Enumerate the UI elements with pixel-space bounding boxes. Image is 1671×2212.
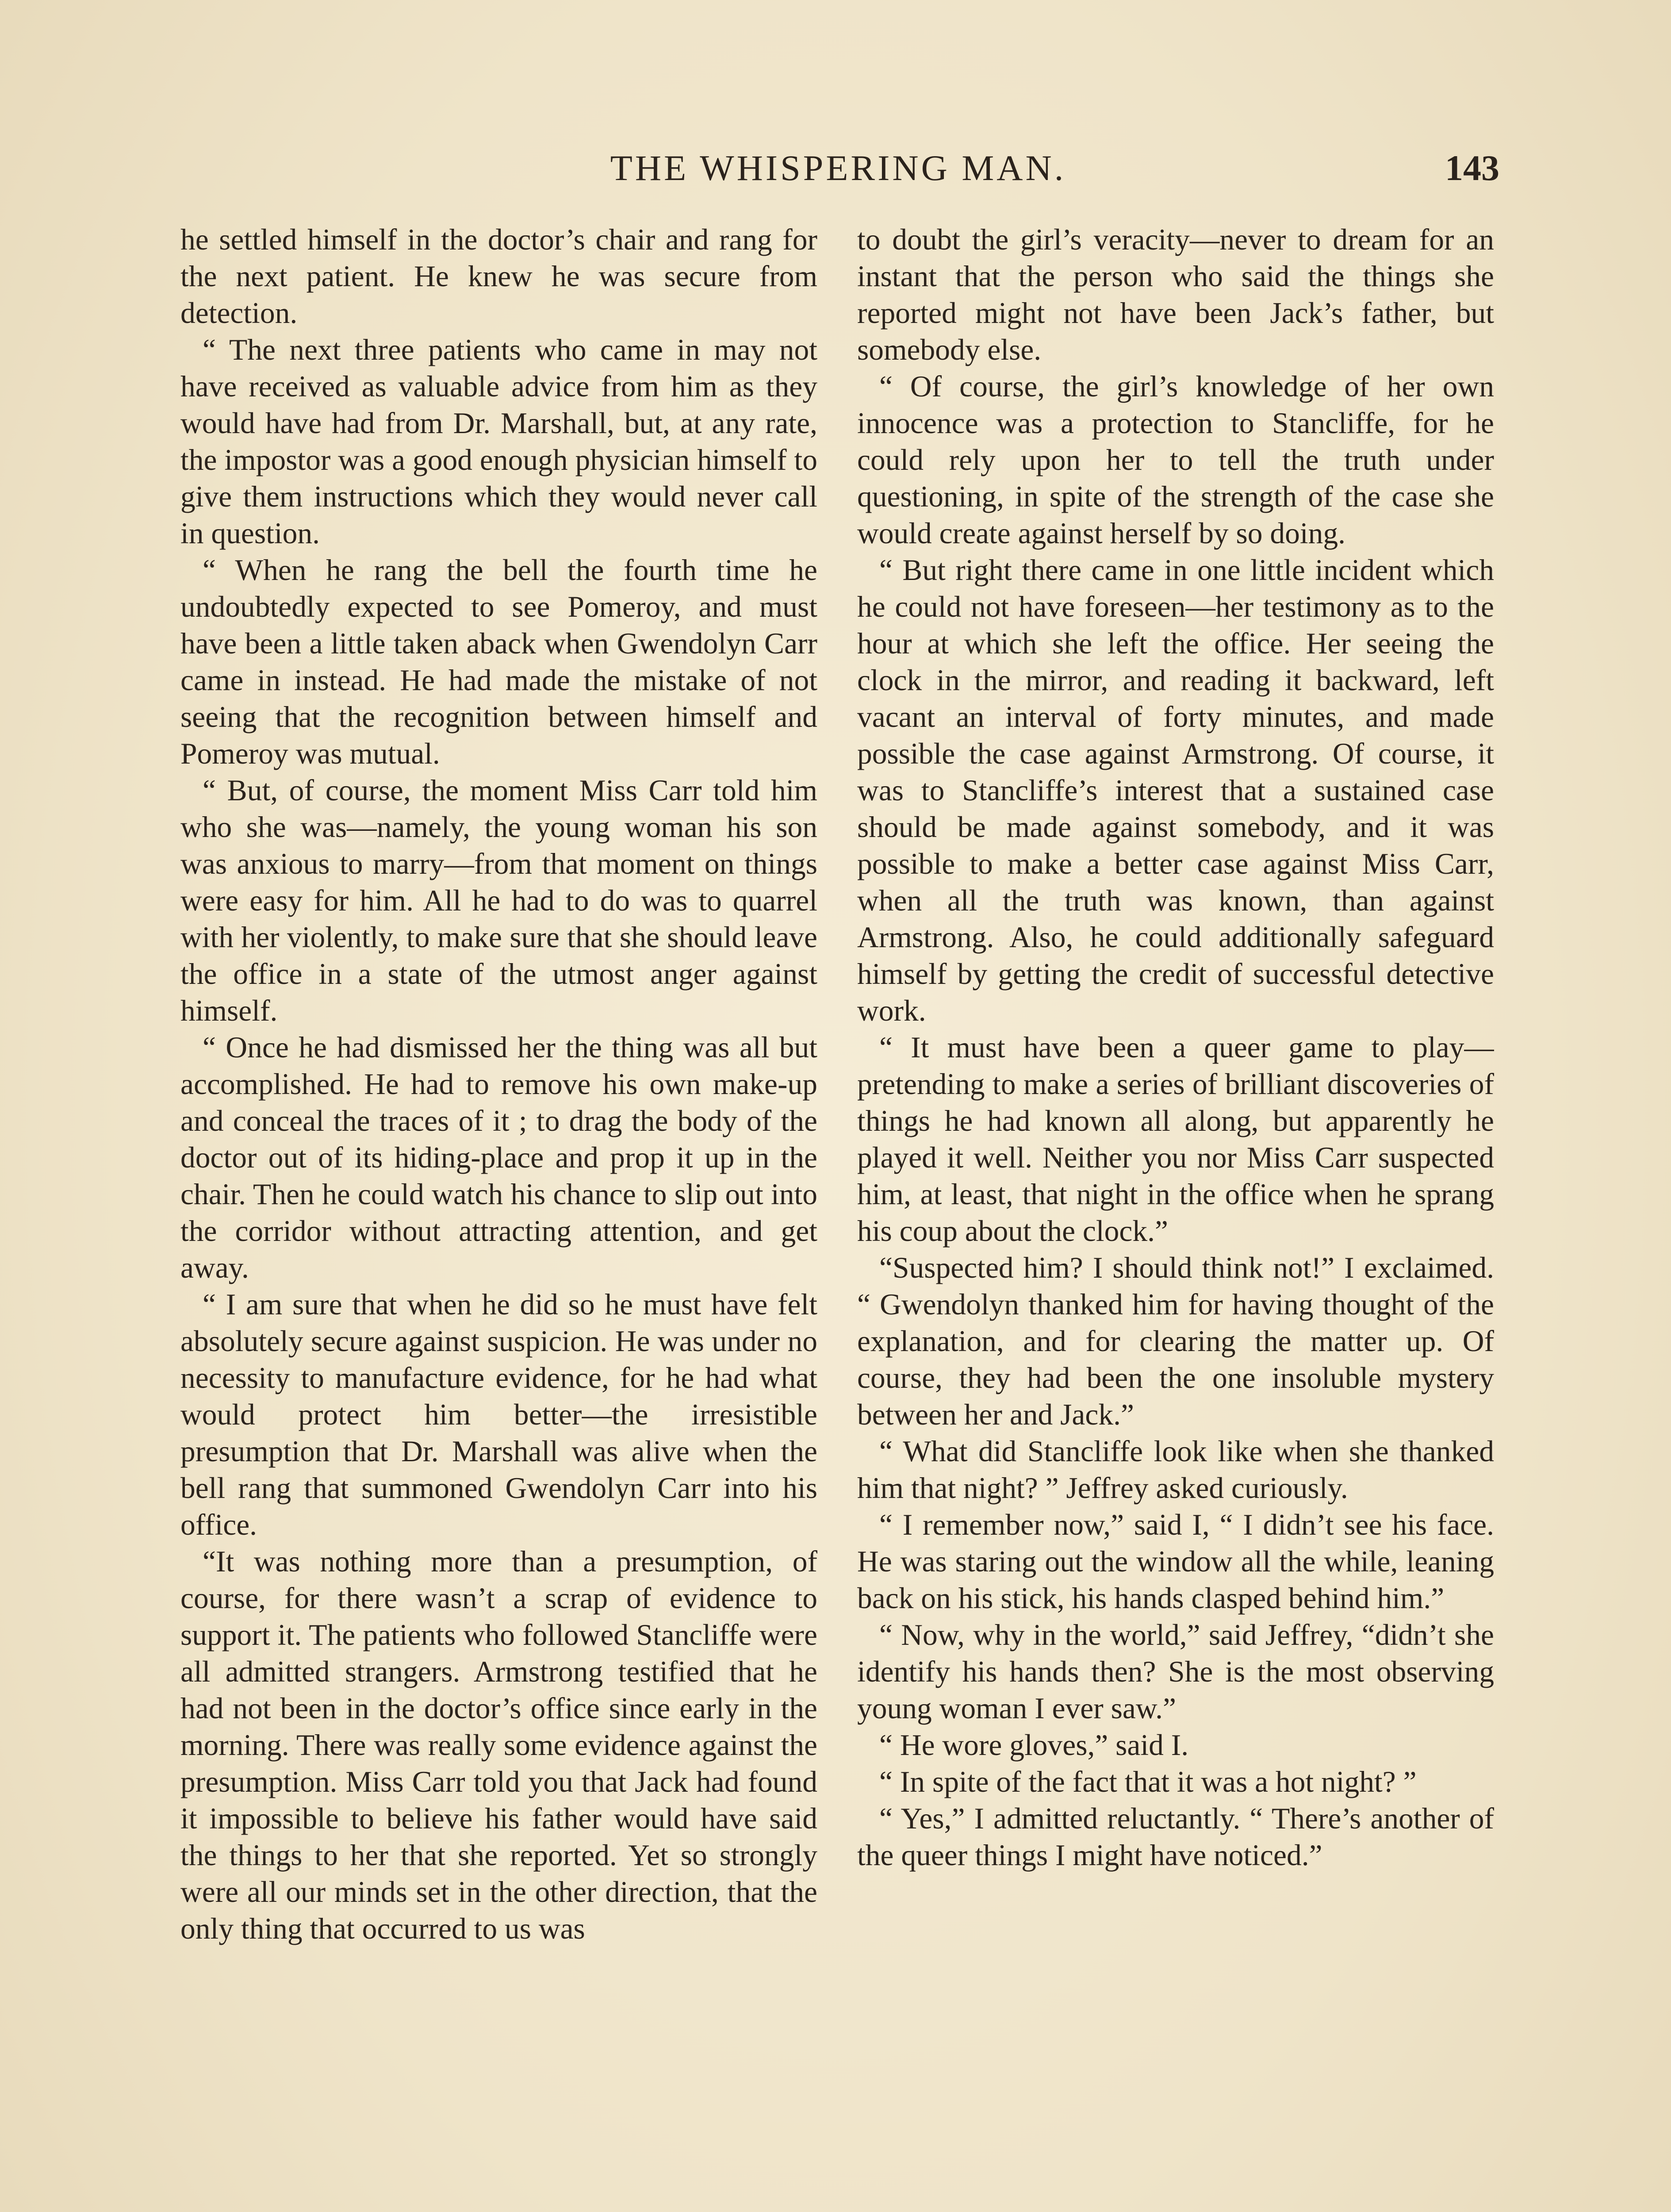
page-number: 143 [1445,148,1499,188]
paragraph: “ But right there came in one little incident which he could not have foreseen—her testimony as to the hour at which she left the office. Her seeing the clock in the mirror, and reading it backward, left vacant an interval of forty minutes, and made possible the case against Armstrong. Of course, it was to Stancliffe’s interest that a sustained case should be made against somebody, and it was possible to make a better case against Miss Carr, when all the truth was known, than against Armstrong. Also, he could additionally safeguard himself by getting the credit of successful detective work. [857,553,1494,1027]
paragraph: “ Yes,” I admitted reluctantly. “ There’s another of the queer things I might have noticed.” [857,1802,1494,1872]
paragraph: he settled himself in the doctor’s chair and rang for the next patient. He knew he was secure from detection. [180,223,817,330]
paragraph: “ It must have been a queer game to play—pretending to make a series of brilliant discoveries of things he had known all along, but apparently he played it well. Neither you nor Miss Carr suspected him, at least, that night in the office when he sprang his coup about the clock.” [857,1031,1494,1248]
paragraph: “ Once he had dismissed her the thing was all but accomplished. He had to remove his own make-up and conceal the traces of it ; to drag the body of the doctor out of its hiding-place and prop it up in the chair. Then he could watch his chance to slip out into the corridor without attracting attention, and get away. [180,1031,817,1284]
paragraph: “ In spite of the fact that it was a hot night? ” [879,1765,1417,1798]
paragraph: “ He wore gloves,” said I. [879,1728,1189,1762]
paragraph: to doubt the girl’s veracity—never to dream for an instant that the person who said the things she reported might not have been Jack’s father, but somebody else. [857,223,1494,366]
right-column [857,221,1494,2212]
paragraph: “ Now, why in the world,” said Jeffrey, “didn’t she identify his hands then? She is the most observing young woman I ever saw.” [857,1618,1494,1725]
paragraph: “ But, of course, the moment Miss Carr told him who she was—namely, the young woman his son was anxious to marry—from that moment on things were easy for him. All he had to do was to quarrel with her violently, to make sure that she should leave the office in a state of the utmost anger against himself. [180,774,817,1027]
running-title: THE WHISPERING MAN. [610,148,1066,188]
paragraph: “ When he rang the bell the fourth time he undoubtedly expected to see Pomeroy, and must have been a little taken aback when Gwendolyn Carr came in instead. He had made the mistake of not seeing that the recognition between himself and Pomeroy was mutual. [180,553,817,770]
page-header [177,142,1499,195]
paragraph: “ I remember now,” said I, “ I didn’t see his face. He was staring out the window all the while, leaning back on his stick, his hands clasped behind him.” [857,1508,1494,1615]
paragraph: “Suspected him? I should think not!” I exclaimed. “ Gwendolyn thanked him for having thought of the explanation, and for clearing the matter up. Of course, they had been the one insoluble mystery between her and Jack.” [857,1251,1494,1431]
paragraph: “ Of course, the girl’s knowledge of her own innocence was a protection to Stancliffe, for he could rely upon her to tell the truth under questioning, in spite of the strength of the case she would create against herself by so doing. [857,370,1494,550]
paragraph: “ What did Stancliffe look like when she thanked him that night? ” Jeffrey asked curiously. [857,1435,1494,1505]
paragraph: “ The next three patients who came in may not have received as valuable advice from him as they would have had from Dr. Marshall, but, at any rate, the impostor was a good enough physician himself to give them instructions which they would never call in question. [180,333,817,550]
left-column [180,221,817,2212]
paragraph: “It was nothing more than a presumption, of course, for there wasn’t a scrap of evidence to support it. The patients who followed Stancliffe were all admitted strangers. Armstrong testified that he had not been in the doctor’s office since early in the morning. There was really some evidence against the presumption. Miss Carr told you that Jack had found it impossible to believe his father would have said the things to her that she reported. Yet so strongly were all our minds set in the other direction, that the only thing that occurred to us was [180,1545,817,1945]
paragraph: “ I am sure that when he did so he must have felt absolutely secure against suspicion. He was under no necessity to manufacture evidence, for he had what would protect him better—the irresistible presumption that Dr. Marshall was alive when the bell rang that summoned Gwendolyn Carr into his office. [180,1288,817,1541]
